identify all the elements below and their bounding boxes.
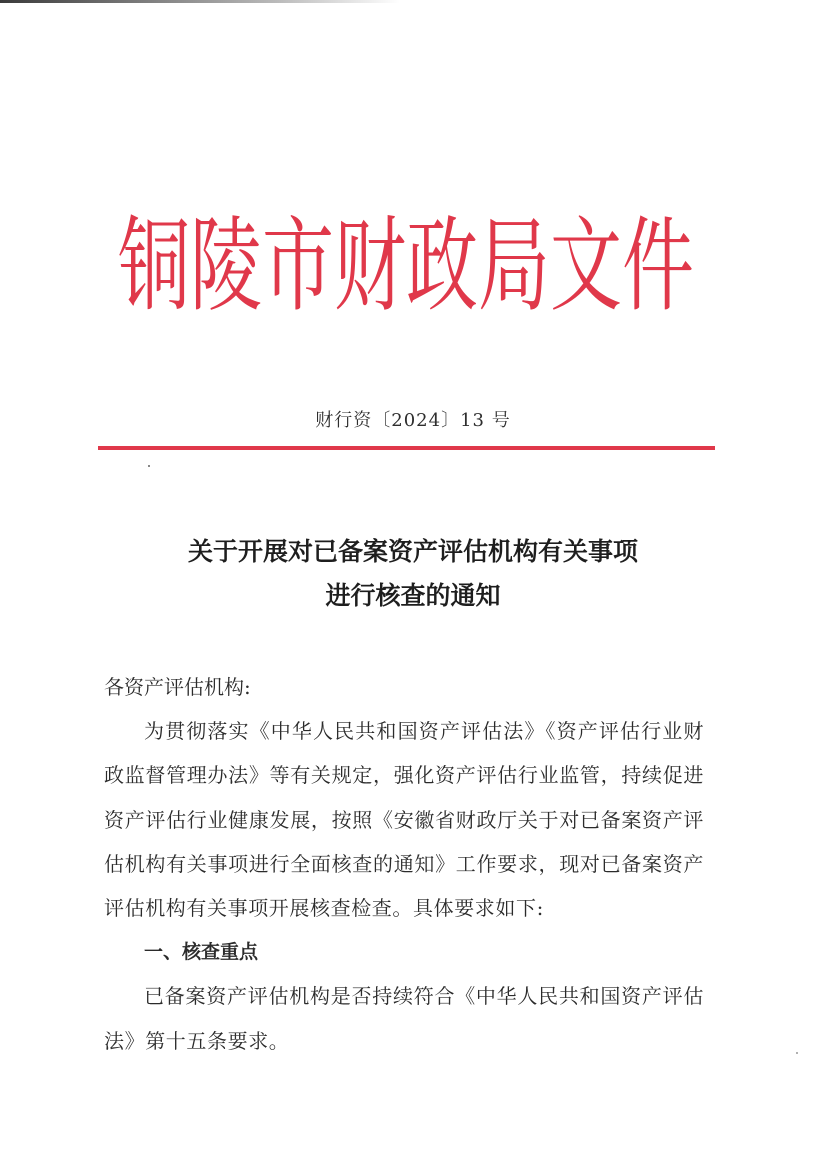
document-header — [96, 192, 716, 326]
body-paragraph-2: 已备案资产评估机构是否持续符合《中华人民共和国资产评估法》第十五条要求。 — [104, 984, 704, 1053]
scan-speck — [148, 465, 150, 467]
section-heading-1: 一、核查重点 — [144, 941, 259, 964]
salutation: 各资产评估机构: — [104, 675, 251, 699]
document-number: 财行资〔2024〕13 号 — [315, 410, 511, 431]
body-paragraph-1: 为贯彻落实《中华人民共和国资产评估法》《资产评估行业财政监督管理办法》等有关规定，强化资产评估行业监管，持续促进资产评估行业健康发展，按照《安徽省财政厅关于对已备案资产评估机构有关事项进行全面核查的通知》工作要求，现对已备案资产评估机构有关事项开展核查检查。具体要求如下: — [104, 719, 704, 921]
notice-title — [0, 530, 826, 618]
notice-title-line-2: 进行核查的通知 — [325, 581, 501, 610]
document-body — [104, 665, 704, 1063]
red-divider-line — [98, 446, 715, 450]
scan-speck — [796, 1052, 798, 1054]
notice-title-line-1: 关于开展对已备案资产评估机构有关事项 — [187, 537, 638, 566]
scan-edge-shadow — [0, 0, 400, 3]
issuing-authority-title: 铜陵市财政局文件 — [117, 205, 694, 326]
